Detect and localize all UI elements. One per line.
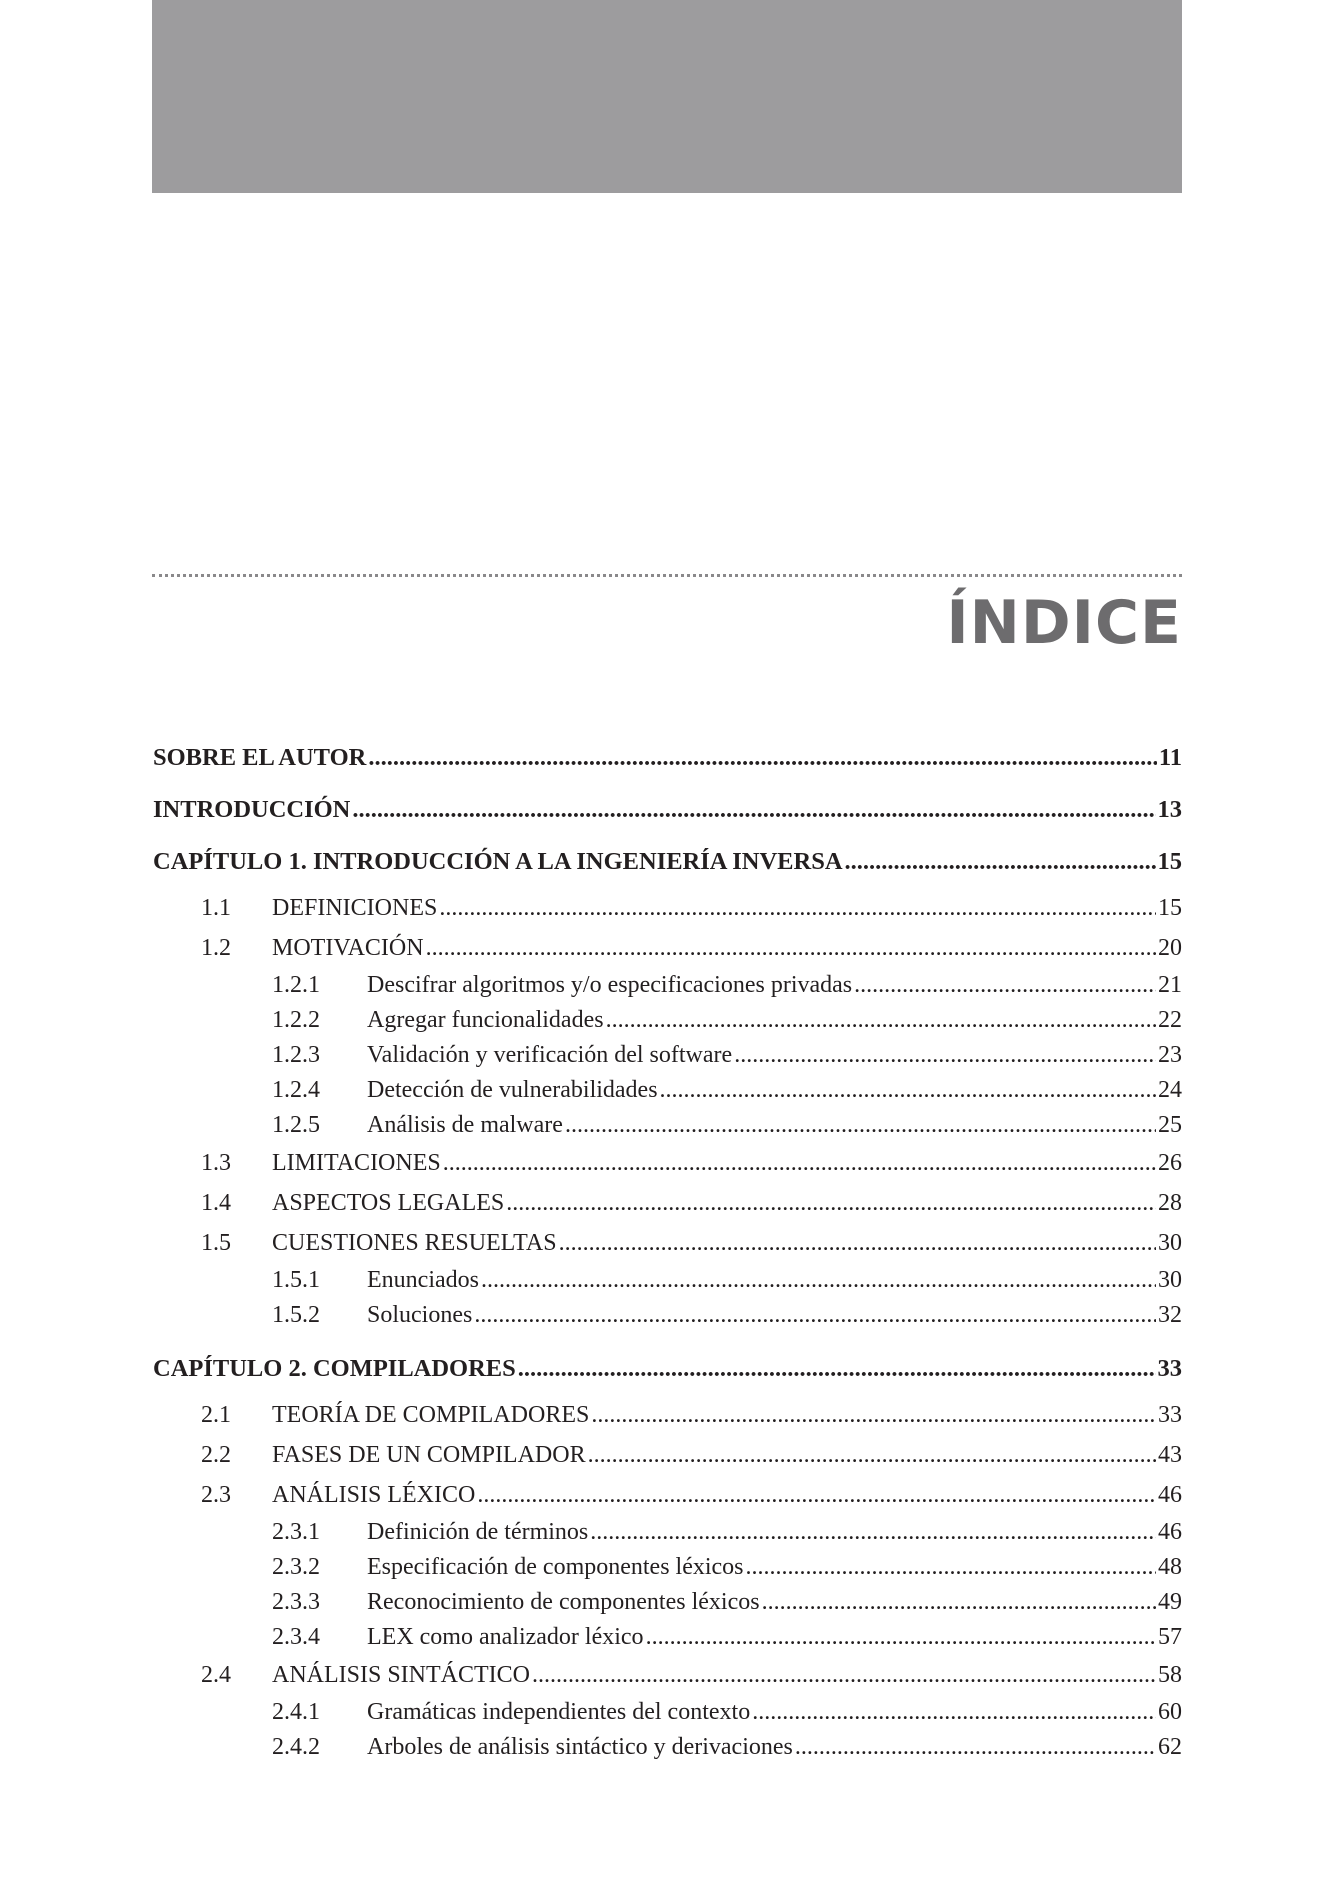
toc-entry-number: 1.5.2 xyxy=(272,1302,320,1328)
toc-entry-title: ANÁLISIS SINTÁCTICO xyxy=(272,1662,530,1688)
toc-entry-sobre-el-autor[interactable] xyxy=(153,732,1182,784)
toc-entry-introduccion[interactable] xyxy=(153,784,1182,836)
toc-entry-page: 33 xyxy=(1158,1402,1182,1428)
toc-entry-number: 1.5.1 xyxy=(272,1267,320,1293)
toc-entry-title: Reconocimiento de componentes léxicos xyxy=(367,1589,760,1615)
dot-leader xyxy=(588,1435,1156,1475)
dot-leader xyxy=(443,1143,1156,1183)
toc-entry-1-1[interactable] xyxy=(153,888,1182,928)
toc-entry-page: 24 xyxy=(1158,1077,1182,1103)
toc-entry-title: Validación y verificación del software xyxy=(367,1042,733,1068)
dot-leader xyxy=(474,1298,1156,1333)
toc-entry-chapter-1[interactable] xyxy=(153,836,1182,888)
toc-entry-page: 15 xyxy=(1157,848,1182,875)
toc-entry-number: 2.3.1 xyxy=(272,1519,320,1545)
toc-entry-title: DEFINICIONES xyxy=(272,895,438,921)
toc-entry-number: 1.1 xyxy=(201,895,231,921)
toc-entry-title: Especificación de componentes léxicos xyxy=(367,1554,744,1580)
toc-entry-number: 2.4.1 xyxy=(272,1699,320,1725)
toc-entry-title: Descifrar algoritmos y/o especificaciones privadas xyxy=(367,972,853,998)
toc-entry-2-2[interactable] xyxy=(153,1435,1182,1475)
toc-entry-title: Detección de vulnerabilidades xyxy=(367,1077,658,1103)
toc-entry-title: CAPÍTULO 1. INTRODUCCIÓN A LA INGENIERÍA INVERSA xyxy=(153,848,843,875)
dot-leader xyxy=(352,784,1155,836)
toc-entry-title: Definición de términos xyxy=(367,1519,589,1545)
toc-entry-page: 57 xyxy=(1158,1624,1182,1650)
dot-leader xyxy=(795,1730,1156,1765)
toc-entry-page: 30 xyxy=(1158,1267,1182,1293)
toc-entry-title: ANÁLISIS LÉXICO xyxy=(272,1482,476,1508)
dot-leader xyxy=(518,1343,1156,1395)
toc-entry-1-5[interactable] xyxy=(153,1223,1182,1263)
dot-leader xyxy=(606,1003,1156,1038)
toc-entry-title: LIMITACIONES xyxy=(272,1150,441,1176)
toc-entry-page: 30 xyxy=(1158,1230,1182,1256)
toc-entry-2-3-2[interactable] xyxy=(153,1550,1182,1585)
dot-leader xyxy=(845,836,1156,888)
header-band xyxy=(152,0,1182,193)
toc-entry-2-4-1[interactable] xyxy=(153,1695,1182,1730)
toc-entry-1-2[interactable] xyxy=(153,928,1182,968)
dot-leader xyxy=(734,1038,1156,1073)
toc-entry-page: 43 xyxy=(1158,1442,1182,1468)
toc-entry-1-2-1[interactable] xyxy=(153,968,1182,1003)
toc-entry-page: 26 xyxy=(1158,1150,1182,1176)
dot-leader xyxy=(565,1108,1156,1143)
toc-entry-2-1[interactable] xyxy=(153,1395,1182,1435)
toc-entry-title: FASES DE UN COMPILADOR xyxy=(272,1442,586,1468)
toc-entry-page: 60 xyxy=(1158,1699,1182,1725)
toc-entry-2-4[interactable] xyxy=(153,1655,1182,1695)
toc-entry-title: Análisis de malware xyxy=(367,1112,563,1138)
dot-leader xyxy=(646,1620,1156,1655)
toc-entry-number: 1.4 xyxy=(201,1190,231,1216)
toc-entry-page: 48 xyxy=(1158,1554,1182,1580)
toc-entry-page: 20 xyxy=(1158,935,1182,961)
toc-entry-number: 2.3.2 xyxy=(272,1554,320,1580)
dot-leader xyxy=(854,968,1156,1003)
toc-entry-title: INTRODUCCIÓN xyxy=(153,796,351,823)
toc-entry-1-2-4[interactable] xyxy=(153,1073,1182,1108)
toc-entry-chapter-2[interactable] xyxy=(153,1343,1182,1395)
toc-entry-page: 11 xyxy=(1158,744,1182,771)
toc-entry-1-5-2[interactable] xyxy=(153,1298,1182,1333)
toc-entry-2-4-2[interactable] xyxy=(153,1730,1182,1765)
dot-leader xyxy=(481,1263,1156,1298)
toc-entry-2-3-1[interactable] xyxy=(153,1515,1182,1550)
toc-entry-1-2-2[interactable] xyxy=(153,1003,1182,1038)
toc-entry-page: 28 xyxy=(1158,1190,1182,1216)
toc-entry-number: 2.1 xyxy=(201,1402,231,1428)
toc-entry-title: ASPECTOS LEGALES xyxy=(272,1190,505,1216)
toc-entry-1-2-3[interactable] xyxy=(153,1038,1182,1073)
toc-entry-number: 2.4.2 xyxy=(272,1734,320,1760)
toc-entry-number: 2.2 xyxy=(201,1442,231,1468)
dot-leader xyxy=(591,1395,1156,1435)
toc-entry-1-3[interactable] xyxy=(153,1143,1182,1183)
toc-entry-2-3-4[interactable] xyxy=(153,1620,1182,1655)
toc-entry-2-3-3[interactable] xyxy=(153,1585,1182,1620)
toc-entry-page: 58 xyxy=(1158,1662,1182,1688)
page-title: ÍNDICE xyxy=(946,588,1182,658)
toc-entry-title: Arboles de análisis sintáctico y derivaciones xyxy=(367,1734,793,1760)
toc-entry-page: 46 xyxy=(1158,1519,1182,1545)
toc-entry-number: 2.3.3 xyxy=(272,1589,320,1615)
toc-entry-page: 15 xyxy=(1158,895,1182,921)
dot-leader xyxy=(762,1585,1156,1620)
dot-leader xyxy=(532,1655,1156,1695)
toc-entry-page: 62 xyxy=(1158,1734,1182,1760)
toc-entry-number: 1.2.4 xyxy=(272,1077,320,1103)
toc-entry-page: 46 xyxy=(1158,1482,1182,1508)
toc-entry-number: 2.4 xyxy=(201,1662,231,1688)
toc-entry-page: 49 xyxy=(1158,1589,1182,1615)
toc-entry-title: Enunciados xyxy=(367,1267,479,1293)
toc-entry-title: TEORÍA DE COMPILADORES xyxy=(272,1402,590,1428)
toc-entry-title: LEX como analizador léxico xyxy=(367,1624,644,1650)
toc-entry-title: CAPÍTULO 2. COMPILADORES xyxy=(153,1355,516,1382)
dot-leader xyxy=(660,1073,1156,1108)
table-of-contents xyxy=(153,732,1182,1765)
dot-leader xyxy=(752,1695,1156,1730)
toc-entry-1-5-1[interactable] xyxy=(153,1263,1182,1298)
toc-entry-page: 22 xyxy=(1158,1007,1182,1033)
toc-entry-number: 2.3 xyxy=(201,1482,231,1508)
spacer xyxy=(153,1333,1182,1343)
dot-leader xyxy=(477,1475,1156,1515)
toc-entry-number: 1.2 xyxy=(201,935,231,961)
toc-entry-2-3[interactable] xyxy=(153,1475,1182,1515)
toc-entry-number: 2.3.4 xyxy=(272,1624,320,1650)
toc-entry-1-4[interactable] xyxy=(153,1183,1182,1223)
toc-entry-number: 1.3 xyxy=(201,1150,231,1176)
toc-entry-title: Gramáticas independientes del contexto xyxy=(367,1699,751,1725)
toc-entry-1-2-5[interactable] xyxy=(153,1108,1182,1143)
toc-entry-number: 1.2.2 xyxy=(272,1007,320,1033)
toc-entry-page: 25 xyxy=(1158,1112,1182,1138)
toc-entry-title: MOTIVACIÓN xyxy=(272,935,424,961)
dot-leader xyxy=(746,1550,1156,1585)
dot-leader xyxy=(506,1183,1156,1223)
toc-entry-page: 23 xyxy=(1158,1042,1182,1068)
toc-entry-page: 21 xyxy=(1158,972,1182,998)
toc-entry-number: 1.2.1 xyxy=(272,972,320,998)
dot-leader xyxy=(559,1223,1156,1263)
toc-entry-number: 1.5 xyxy=(201,1230,231,1256)
dot-leader xyxy=(426,928,1156,968)
toc-entry-number: 1.2.5 xyxy=(272,1112,320,1138)
dot-leader xyxy=(439,888,1156,928)
toc-entry-title: CUESTIONES RESUELTAS xyxy=(272,1230,557,1256)
toc-entry-page: 33 xyxy=(1157,1355,1182,1382)
dot-leader xyxy=(368,732,1157,784)
toc-entry-title: Agregar funcionalidades xyxy=(367,1007,604,1033)
dot-leader xyxy=(590,1515,1156,1550)
toc-entry-number: 1.2.3 xyxy=(272,1042,320,1068)
toc-entry-title: Soluciones xyxy=(367,1302,473,1328)
dotted-rule xyxy=(152,574,1182,577)
toc-entry-page: 32 xyxy=(1158,1302,1182,1328)
toc-entry-page: 13 xyxy=(1157,796,1182,823)
toc-entry-title: SOBRE EL AUTOR xyxy=(153,744,367,771)
